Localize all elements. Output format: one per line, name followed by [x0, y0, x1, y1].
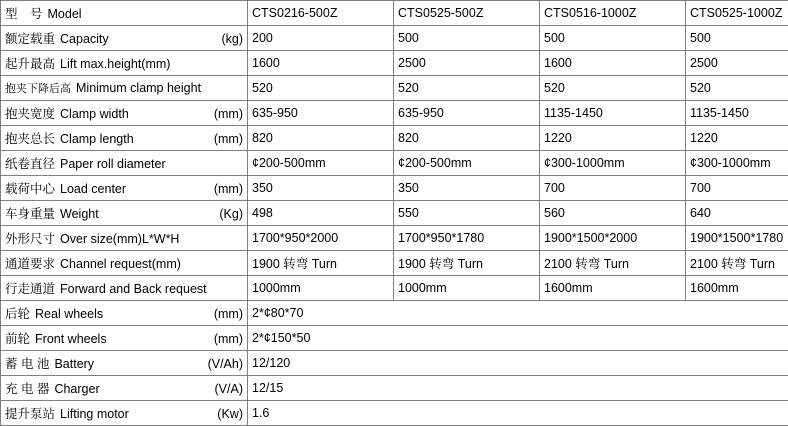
row-value: 1000mm — [248, 276, 394, 301]
row-label-unit: (V/Ah) — [202, 357, 243, 371]
row-value: 1600mm — [686, 276, 788, 301]
row-value: 700 — [686, 176, 788, 201]
row-label-en: Over size(mm)L*W*H — [60, 232, 237, 246]
row-label-cn: 前轮 — [5, 329, 30, 347]
header-label-en: Model — [48, 7, 237, 21]
row-label-cn: 抱夹总长 — [5, 129, 55, 147]
row-value: 500 — [686, 26, 788, 51]
row-value: 640 — [686, 201, 788, 226]
row-label-cn: 通道要求 — [5, 254, 55, 272]
row-value-merged: 2*¢80*70 — [248, 301, 788, 326]
row-value: 350 — [248, 176, 394, 201]
row-value: 2500 — [686, 51, 788, 76]
row-value: 520 — [248, 76, 394, 101]
row-value: 2100 转弯 Turn — [540, 251, 686, 276]
header-model-0: CTS0216-500Z — [248, 1, 394, 26]
row-value: 550 — [394, 201, 540, 226]
row-label-cn: 行走通道 — [5, 279, 55, 297]
row-label-cn: 蓄 电 池 — [5, 354, 49, 372]
row-label-unit: (mm) — [208, 107, 243, 121]
row-value-merged: 2*¢150*50 — [248, 326, 788, 351]
row-value: 1600 — [540, 51, 686, 76]
table-row — [1, 176, 788, 201]
row-label-cn: 车身重量 — [5, 204, 55, 222]
row-value: 520 — [686, 76, 788, 101]
row-label-unit: (Kg) — [213, 207, 243, 221]
row-label-en: Real wheels — [35, 307, 208, 321]
row-value: 1900 转弯 Turn — [248, 251, 394, 276]
table-row-merged — [1, 301, 788, 326]
row-label-cell — [1, 176, 248, 201]
row-value: 1220 — [686, 126, 788, 151]
row-label-cell — [1, 201, 248, 226]
row-value: 520 — [394, 76, 540, 101]
row-label-cell — [1, 101, 248, 126]
table-row — [1, 101, 788, 126]
row-value: 350 — [394, 176, 540, 201]
row-label-en: Channel request(mm) — [60, 257, 237, 271]
row-label-en: Capacity — [60, 32, 215, 46]
row-label-cell — [1, 351, 248, 376]
row-value-merged: 12/15 — [248, 376, 788, 401]
row-value: 1900*1500*2000 — [540, 226, 686, 251]
row-label-en: Lifting motor — [60, 407, 211, 421]
row-label-en: Forward and Back request — [60, 282, 237, 296]
row-label-unit: (mm) — [208, 132, 243, 146]
row-label-cn: 抱夹下降后高 — [5, 80, 71, 96]
row-label-cell — [1, 276, 248, 301]
row-label-unit: (Kw) — [211, 407, 243, 421]
header-model-3: CTS0525-1000Z — [686, 1, 788, 26]
row-value: 200 — [248, 26, 394, 51]
row-label-cn: 纸卷直径 — [5, 154, 55, 172]
row-label-cn: 提升泵站 — [5, 404, 55, 422]
row-label-en: Charger — [54, 382, 208, 396]
table-row — [1, 226, 788, 251]
row-label-cn: 额定载重 — [5, 29, 55, 47]
row-label-en: Battery — [54, 357, 201, 371]
table-row — [1, 51, 788, 76]
table-header-row — [1, 1, 788, 26]
row-value: 500 — [394, 26, 540, 51]
table-row — [1, 151, 788, 176]
table-row — [1, 26, 788, 51]
table-row — [1, 276, 788, 301]
header-model-2: CTS0516-1000Z — [540, 1, 686, 26]
table-row-merged — [1, 351, 788, 376]
row-label-cell — [1, 251, 248, 276]
table-row-merged — [1, 326, 788, 351]
row-value: 2500 — [394, 51, 540, 76]
row-label-en: Clamp length — [60, 132, 208, 146]
row-label-cell — [1, 26, 248, 51]
row-value: 820 — [248, 126, 394, 151]
row-label-cell — [1, 401, 248, 426]
row-value: 820 — [394, 126, 540, 151]
row-label-en: Front wheels — [35, 332, 208, 346]
row-label-unit: (mm) — [208, 182, 243, 196]
row-label-cell — [1, 326, 248, 351]
row-value-merged: 1.6 — [248, 401, 788, 426]
row-value: 1600 — [248, 51, 394, 76]
header-label-cn: 型 号 — [5, 4, 43, 22]
row-value: ¢200-500mm — [248, 151, 394, 176]
row-value: 1000mm — [394, 276, 540, 301]
row-label-cell — [1, 226, 248, 251]
row-label-unit: (kg) — [215, 32, 243, 46]
header-label-cell — [1, 1, 248, 26]
row-label-cn: 起升最高 — [5, 54, 55, 72]
row-value: 700 — [540, 176, 686, 201]
row-label-en: Lift max.height(mm) — [60, 57, 237, 71]
row-value: 1900 转弯 Turn — [394, 251, 540, 276]
row-value: 2100 转弯 Turn — [686, 251, 788, 276]
row-value: ¢300-1000mm — [686, 151, 788, 176]
row-label-cell — [1, 301, 248, 326]
row-label-cell — [1, 376, 248, 401]
row-label-en: Weight — [60, 207, 213, 221]
row-label-unit: (V/A) — [209, 382, 243, 396]
row-value: ¢300-1000mm — [540, 151, 686, 176]
row-label-cn: 抱夹宽度 — [5, 104, 55, 122]
row-label-cn: 充 电 器 — [5, 379, 49, 397]
header-model-1: CTS0525-500Z — [394, 1, 540, 26]
row-value: 1220 — [540, 126, 686, 151]
table-row — [1, 201, 788, 226]
table-row-merged — [1, 376, 788, 401]
table-row — [1, 76, 788, 101]
row-value: 635-950 — [394, 101, 540, 126]
row-label-en: Minimum clamp height — [76, 81, 237, 95]
row-value: 1900*1500*1780 — [686, 226, 788, 251]
row-label-cn: 外形尺寸 — [5, 229, 55, 247]
row-label-cn: 后轮 — [5, 304, 30, 322]
row-label-en: Clamp width — [60, 107, 208, 121]
row-value: 520 — [540, 76, 686, 101]
table-row — [1, 126, 788, 151]
row-value: 1135-1450 — [686, 101, 788, 126]
row-value: 498 — [248, 201, 394, 226]
row-value: ¢200-500mm — [394, 151, 540, 176]
row-value-merged: 12/120 — [248, 351, 788, 376]
row-value: 1600mm — [540, 276, 686, 301]
row-value: 560 — [540, 201, 686, 226]
row-label-cell — [1, 76, 248, 101]
row-label-en: Paper roll diameter — [60, 157, 237, 171]
row-label-cell — [1, 151, 248, 176]
row-value: 500 — [540, 26, 686, 51]
row-label-cell — [1, 126, 248, 151]
row-value: 1700*950*1780 — [394, 226, 540, 251]
row-value: 1700*950*2000 — [248, 226, 394, 251]
row-value: 635-950 — [248, 101, 394, 126]
row-label-en: Load center — [60, 182, 208, 196]
table-row — [1, 251, 788, 276]
table-body — [1, 1, 788, 426]
row-label-unit: (mm) — [208, 332, 243, 346]
table-row-merged — [1, 401, 788, 426]
row-label-unit: (mm) — [208, 307, 243, 321]
row-label-cell — [1, 51, 248, 76]
row-label-cn: 载荷中心 — [5, 179, 55, 197]
row-value: 1135-1450 — [540, 101, 686, 126]
